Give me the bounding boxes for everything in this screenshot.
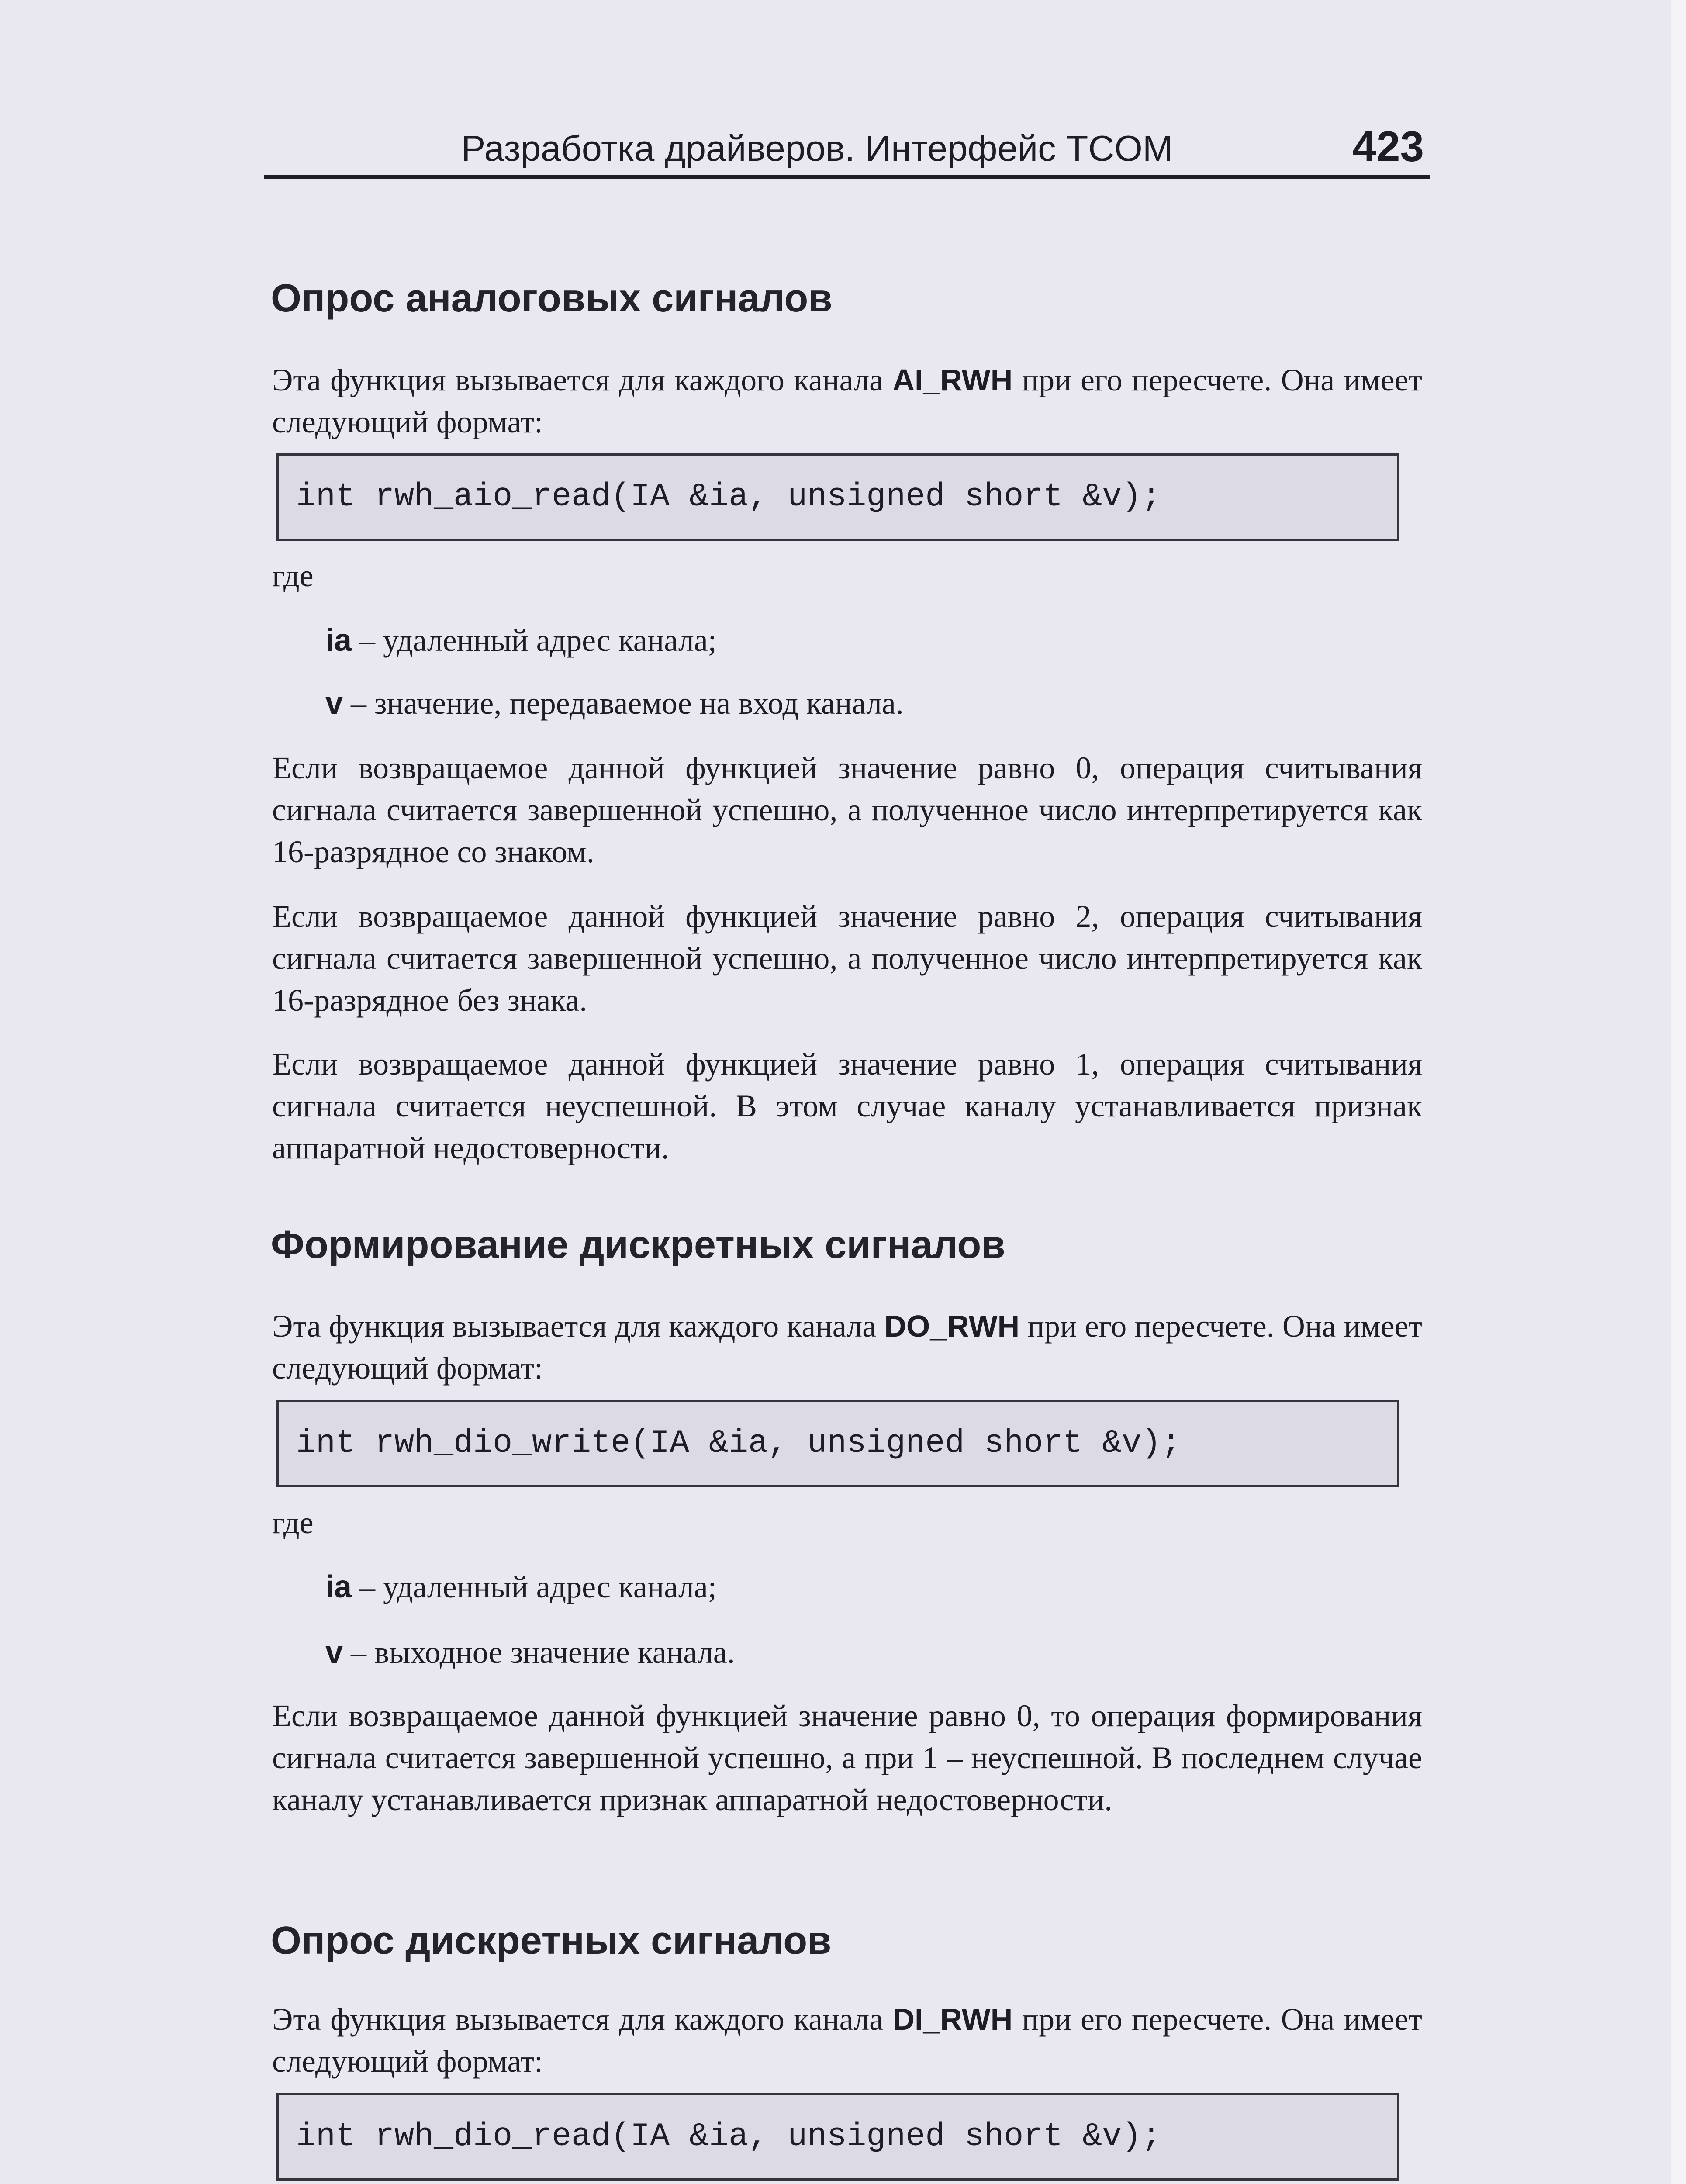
param-definition	[325, 619, 717, 661]
code-block: int rwh_aio_read(IA &ia, unsigned short &v);	[276, 453, 1399, 541]
param-desc: – выходное значение канала.	[343, 1635, 735, 1670]
param-name: v	[325, 1635, 343, 1670]
channel-name: AI_RWH	[892, 363, 1013, 397]
running-header	[264, 117, 1430, 179]
param-desc: – значение, передаваемое на вход канала.	[343, 686, 904, 721]
body-paragraph: Если возвращаемое данной функцией значение равно 2, операция считывания сигнала считается завершенной успешно, а полученное число интерпретируется как 16-разрядное без знака.	[272, 899, 1422, 1018]
intro-text: при его пересчете. Она имеет следующий формат:	[272, 1309, 1423, 1386]
param-definition	[325, 682, 904, 724]
intro-text: Эта функция вызывается для каждого канала	[272, 1309, 884, 1344]
param-desc: – удаленный адрес канала;	[352, 1569, 717, 1604]
where-label: где	[272, 558, 314, 593]
section-intro	[272, 1998, 1422, 2082]
code-block: int rwh_dio_read(IA &ia, unsigned short &v);	[276, 2093, 1399, 2181]
channel-name: DO_RWH	[884, 1309, 1020, 1343]
body-paragraph: Если возвращаемое данной функцией значение равно 1, операция считывания сигнала считается неуспешной. В этом случае каналу устанавливается признак аппаратной недостоверности.	[272, 1047, 1422, 1165]
where-label: где	[272, 1505, 314, 1540]
intro-text: Эта функция вызывается для каждого канала	[272, 363, 893, 397]
page-number: 423	[1352, 122, 1424, 170]
code-block: int rwh_dio_write(IA &ia, unsigned short &v);	[276, 1400, 1399, 1487]
intro-text: при его пересчете. Она имеет следующий формат:	[272, 2002, 1422, 2079]
section-intro	[272, 359, 1422, 443]
body-paragraph: Если возвращаемое данной функцией значение равно 0, операция считывания сигнала считается завершенной успешно, а полученное число интерпретируется как 16-разрядное со знаком.	[272, 750, 1422, 869]
channel-name: DI_RWH	[892, 2002, 1013, 2036]
param-name: ia	[325, 623, 352, 658]
param-name: ia	[325, 1569, 352, 1604]
running-title: Разработка драйверов. Интерфейс TCOM	[461, 128, 1173, 169]
section-heading: Формирование дискретных сигналов	[271, 1223, 1005, 1267]
param-name: v	[325, 686, 343, 721]
section-intro	[272, 1305, 1422, 1389]
section-heading: Опрос аналоговых сигналов	[271, 276, 833, 320]
section-heading: Опрос дискретных сигналов	[271, 1919, 832, 1963]
param-definition	[325, 1631, 735, 1673]
body-paragraph: Если возвращаемое данной функцией значение равно 0, то операция формирования сигнала считается завершенной успешно, а при 1 – неуспешной. В последнем случае каналу устанавливается признак аппаратной недостоверности.	[272, 1698, 1422, 1817]
param-desc: – удаленный адрес канала;	[352, 623, 717, 658]
intro-text: Эта функция вызывается для каждого канала	[272, 2002, 893, 2037]
intro-text: при его пересчете. Она имеет следующий формат:	[272, 363, 1422, 439]
page-edge	[1671, 0, 1686, 2184]
param-definition	[325, 1566, 717, 1608]
